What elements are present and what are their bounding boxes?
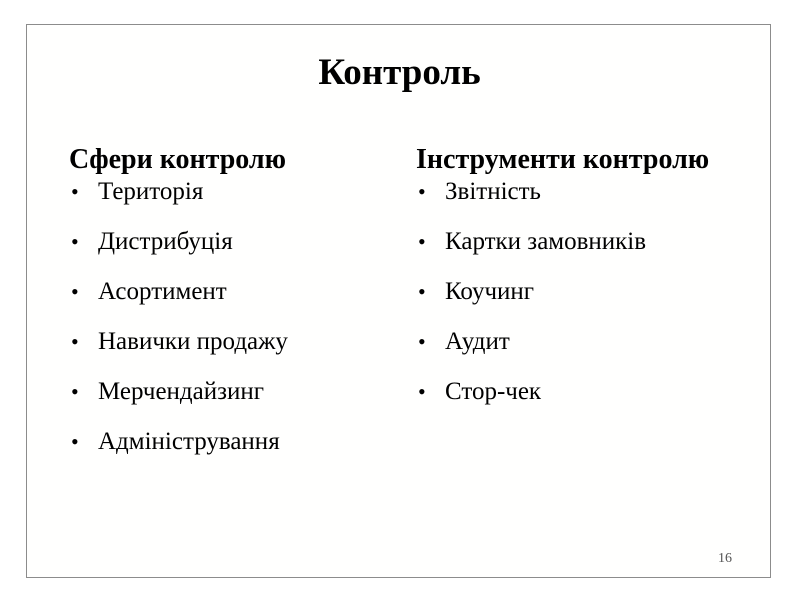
list-item-text: Картки замовників (445, 228, 647, 255)
list-item-text: Навички продажу (98, 328, 288, 355)
bullet-icon: • (71, 229, 79, 254)
page-number: 16 (718, 551, 732, 566)
list-item-text: Аудит (445, 328, 510, 355)
bullet-icon: • (71, 379, 79, 404)
list-item-text: Асортимент (98, 278, 227, 305)
bullet-icon: • (418, 279, 426, 304)
list-item-text: Дистрибуція (98, 228, 233, 255)
right-column (416, 142, 772, 405)
bullet-icon: • (418, 329, 426, 354)
list-item-text: Територія (98, 178, 204, 205)
list-item-text: Адміністрування (98, 428, 280, 455)
bullet-icon: • (71, 329, 79, 354)
slide (26, 24, 771, 578)
list-item-text: Звітність (445, 178, 541, 205)
list-item-text: Мерчендайзинг (98, 378, 265, 405)
bullet-icon: • (71, 279, 79, 304)
bullet-icon: • (71, 179, 79, 204)
bullet-icon: • (71, 429, 79, 454)
bullet-icon: • (418, 179, 426, 204)
bullet-icon: • (418, 229, 426, 254)
slide-title: Контроль (318, 52, 481, 93)
left-column-heading: Сфери контролю (69, 144, 287, 175)
list-item-text: Коучинг (445, 278, 535, 305)
bullet-icon: • (418, 379, 426, 404)
left-column (69, 142, 399, 455)
right-column-heading: Інструменти контролю (416, 144, 710, 175)
list-item-text: Стор-чек (445, 378, 542, 405)
